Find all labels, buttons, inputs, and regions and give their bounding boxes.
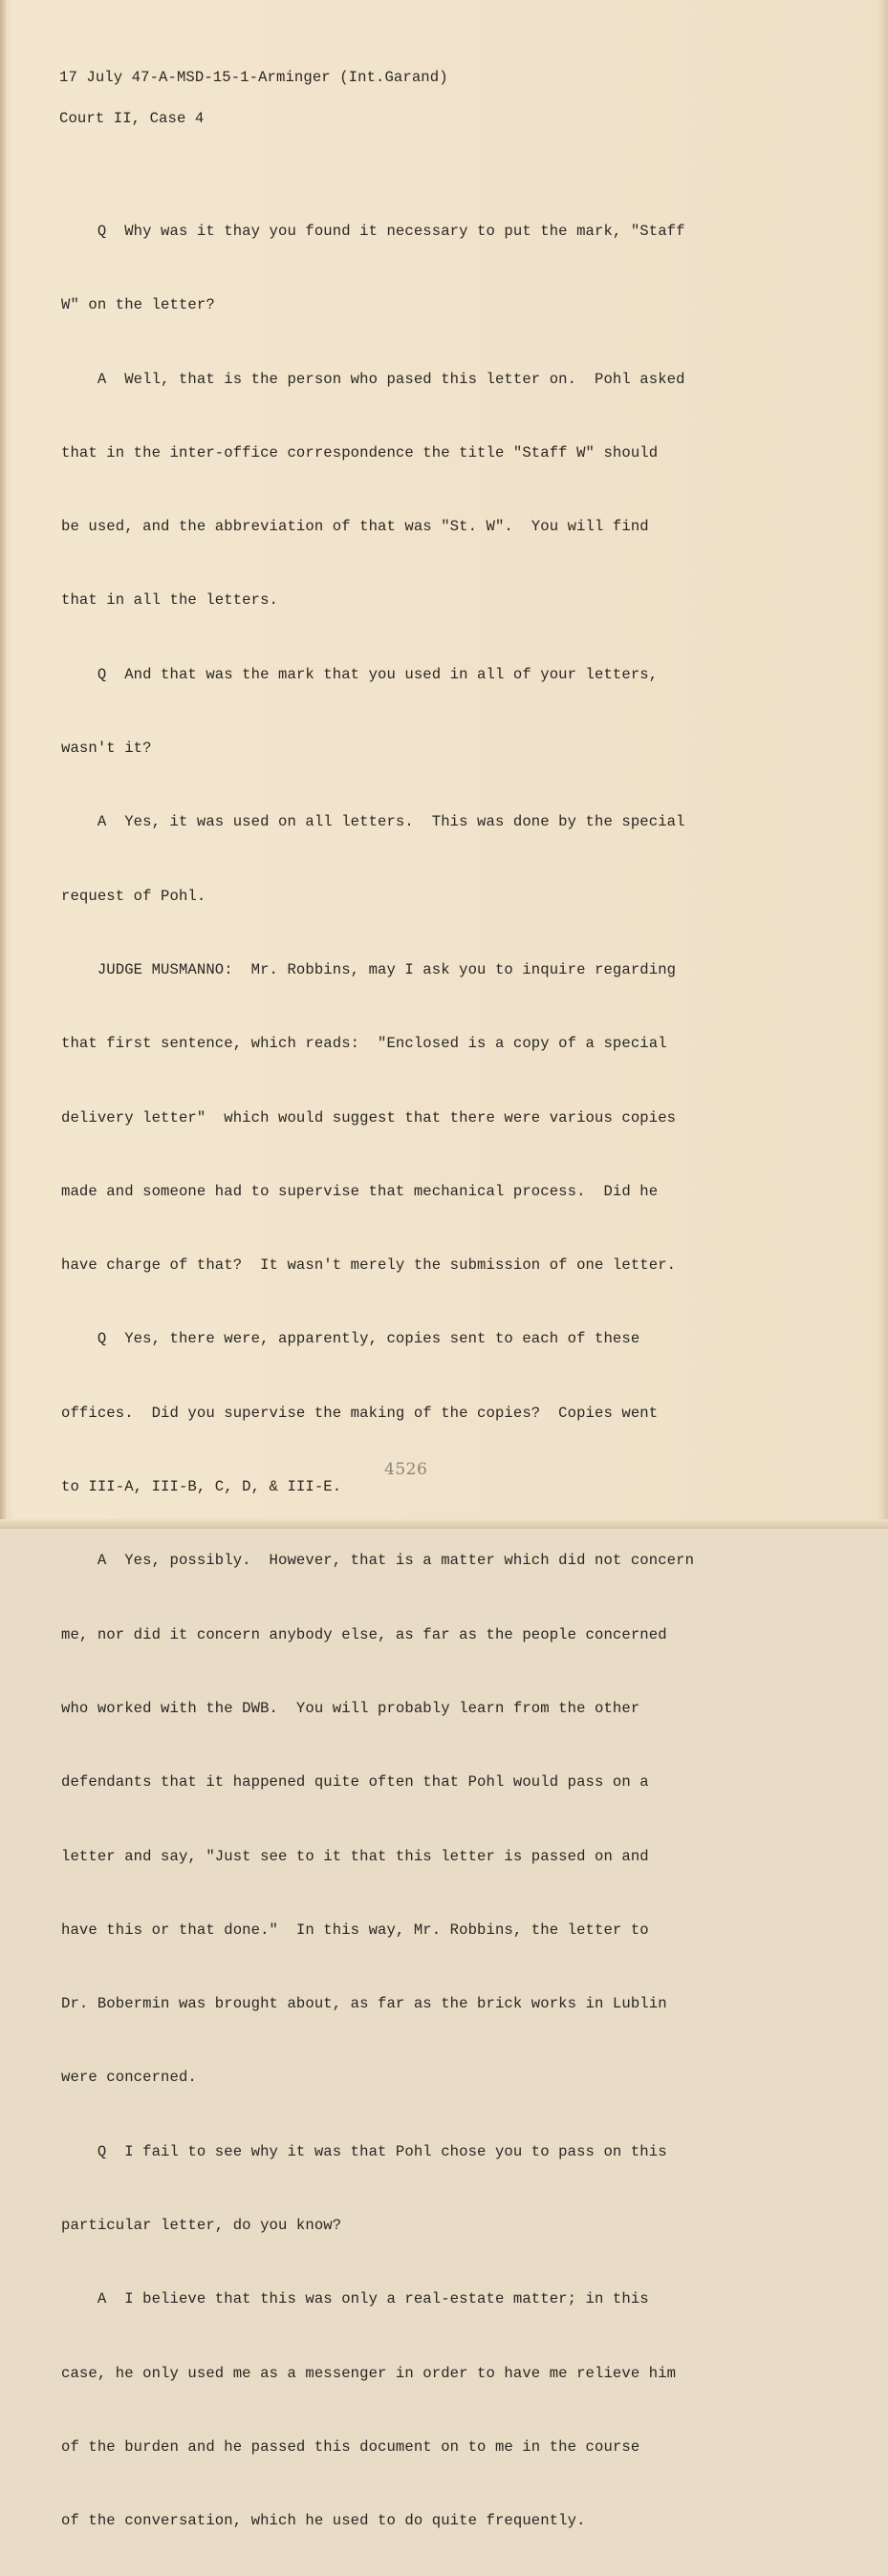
transcript-line: Q Yes, there were, apparently, copies sent to each of these — [61, 1330, 640, 1348]
transcript-line: case, he only used me as a messenger in order to have me relieve him — [61, 2364, 677, 2382]
transcript-line: to III-A, III-B, C, D, & III-E. — [61, 1478, 342, 1496]
transcript-line: that in all the letters. — [61, 591, 278, 610]
transcript-line: Q I fail to see why it was that Pohl chose you to pass on this — [61, 2142, 667, 2160]
transcript-line: A I believe that this was only a real-estate matter; in this — [61, 2290, 649, 2308]
transcript-line: wasn't it? — [61, 740, 152, 758]
document-header-line-1: 17 July 47-A-MSD-15-1-Arminger (Int.Garand) — [59, 69, 448, 86]
transcript-line: particular letter, do you know? — [61, 2217, 342, 2235]
document-header-line-2: Court II, Case 4 — [59, 110, 205, 127]
transcript-line: A Well, that is the person who pased this letter on. Pohl asked — [61, 370, 685, 388]
page-number: 4526 — [384, 1460, 428, 1479]
transcript-line: have this or that done." In this way, Mr. Robbins, the letter to — [61, 1921, 649, 1939]
transcript-line: be used, and the abbreviation of that was "St. W". You will find — [61, 518, 649, 536]
transcript-line: were concerned. — [61, 2069, 197, 2087]
transcript-body — [61, 178, 874, 2576]
transcript-line: request of Pohl. — [61, 887, 206, 905]
transcript-line: made and someone had to supervise that mechanical process. Did he — [61, 1182, 659, 1200]
paper-left-edge — [0, 0, 6, 1529]
transcript-line: delivery letter" which would suggest that there were various copies — [61, 1108, 677, 1127]
transcript-line: Dr. Bobermin was brought about, as far as the brick works in Lublin — [61, 1995, 667, 2013]
paper-right-edge — [878, 0, 888, 1529]
transcript-line: W" on the letter? — [61, 296, 215, 314]
transcript-line: offices. Did you supervise the making of the copies? Copies went — [61, 1404, 659, 1422]
transcript-line: who worked with the DWB. You will probably learn from the other — [61, 1699, 640, 1717]
transcript-line: that first sentence, which reads: "Enclosed is a copy of a special — [61, 1035, 667, 1053]
transcript-line: Q Why was it thay you found it necessary to put the mark, "Staff — [61, 223, 685, 240]
transcript-line: have charge of that? It wasn't merely the submission of one letter. — [61, 1256, 677, 1275]
transcript-line: of the conversation, which he used to do quite frequently. — [61, 2512, 586, 2530]
transcript-line: JUDGE MUSMANNO: Mr. Robbins, may I ask you to inquire regarding — [61, 960, 677, 978]
transcript-line: that in the inter-office correspondence the title "Staff W" should — [61, 443, 659, 462]
transcript-line: A Yes, possibly. However, that is a matter which did not concern — [61, 1552, 695, 1570]
transcript-line: letter and say, "Just see to it that this letter is passed on and — [61, 1847, 649, 1865]
transcript-line: me, nor did it concern anybody else, as far as the people concerned — [61, 1625, 667, 1643]
transcript-line: defendants that it happened quite often that Pohl would pass on a — [61, 1773, 649, 1792]
transcript-line: Q And that was the mark that you used in all of your letters, — [61, 665, 659, 683]
transcript-line: A Yes, it was used on all letters. This was done by the special — [61, 813, 685, 831]
transcript-line: of the burden and he passed this document on to me in the course — [61, 2437, 640, 2456]
